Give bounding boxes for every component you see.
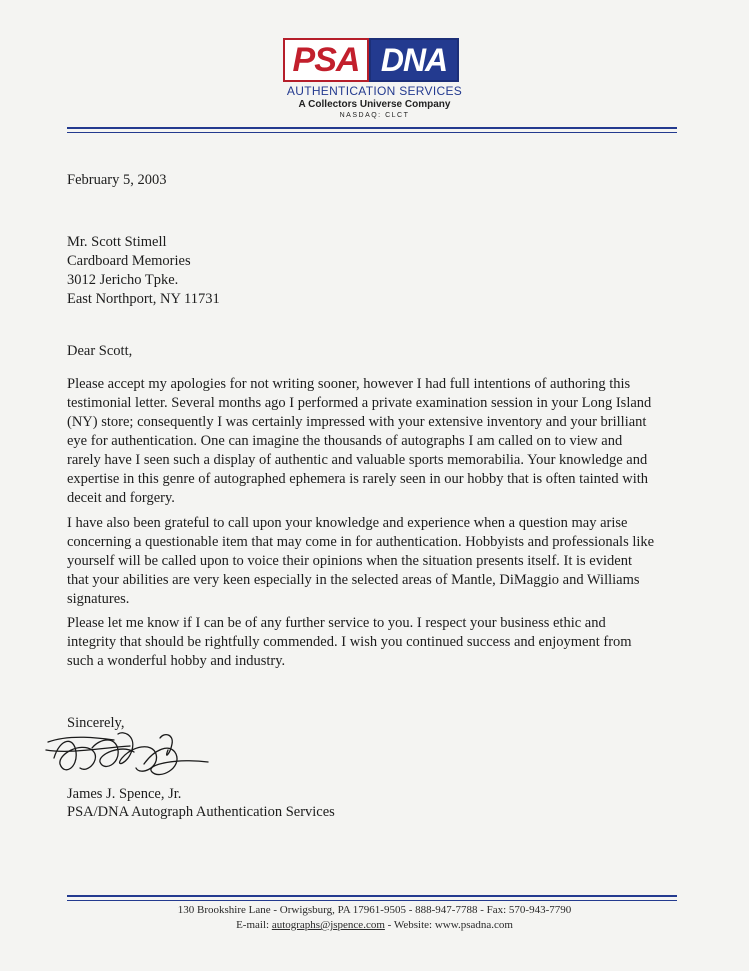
recipient-city: East Northport, NY 11731: [67, 291, 220, 307]
paragraph-line: Please accept my apologies for not writing sooner, however I had full intentions of authoring this: [67, 376, 631, 392]
email-link[interactable]: autographs@jspence.com: [271, 919, 385, 931]
letter-date: February 5, 2003: [67, 172, 167, 188]
paragraph-line: (NY) store; consequently I was certainly impressed with your extensive inventory and your brilliant: [67, 414, 647, 430]
recipient-street: 3012 Jericho Tpke.: [67, 272, 179, 288]
paragraph-line: concerning a questionable item that may come in for authentication. Hobbyists and professionals like: [67, 534, 655, 550]
logo-psa-block: PSA: [283, 38, 369, 82]
footer-rule-thick: [67, 895, 677, 897]
paragraph-line: testimonial letter. Several months ago I performed a private examination session in your Long Island: [67, 395, 652, 411]
signer-title: PSA/DNA Autograph Authentication Services: [67, 804, 335, 820]
paragraph-line: Please let me know if I can be of any further service to you. I respect your business ethic and: [67, 615, 606, 631]
website-link[interactable]: www.psadna.com: [434, 919, 513, 931]
recipient-company: Cardboard Memories: [67, 253, 191, 269]
paragraph-line: I have also been grateful to call upon your knowledge and experience when a question may arise: [67, 515, 628, 531]
footer-rule-thin: [67, 900, 677, 901]
letterhead-service: AUTHENTICATION SERVICES: [286, 84, 463, 98]
footer-address: 130 Brookshire Lane - Orwigsburg, PA 17961-9505 - 888-947-7788 - Fax: 570-943-7790: [177, 904, 572, 916]
paragraph-line: expertise in this genre of autographed ephemera is rarely seen in our hobby that is often tainted with: [67, 471, 649, 487]
website-label: - Website:: [387, 919, 433, 931]
psa-dna-logo: [283, 38, 459, 82]
paragraph-3: [67, 614, 687, 671]
footer-contact: [0, 919, 749, 931]
paragraph-line: integrity that should be rightfully commended. I wish you continued success and enjoyment from: [67, 634, 632, 650]
logo-dna-block: DNA: [369, 38, 459, 82]
letterhead-ticker: NASDAQ: CLCT: [339, 112, 410, 119]
paragraph-line: yourself will be called upon to voice their opinions when the situation presents itself. It is evident: [67, 553, 632, 569]
paragraph-line: eye for authentication. One can imagine the thousands of autographs I am called on to view and: [67, 433, 623, 449]
letterhead-company: A Collectors Universe Company: [298, 99, 451, 110]
paragraph-line: deceit and forgery.: [67, 490, 175, 506]
email-label: E-mail:: [236, 919, 270, 931]
recipient-name: Mr. Scott Stimell: [67, 234, 167, 250]
salutation: Dear Scott,: [67, 343, 133, 359]
header-rule-thin: [67, 132, 677, 133]
signer-name: James J. Spence, Jr.: [67, 786, 182, 802]
header-rule-thick: [67, 127, 677, 129]
paragraph-line: that your abilities are very keen especially in the selected areas of Mantle, DiMaggio and Williams: [67, 572, 640, 588]
paragraph-line: such a wonderful hobby and industry.: [67, 653, 286, 669]
paragraph-1: [67, 375, 687, 508]
paragraph-2: [67, 514, 687, 609]
paragraph-line: rarely have I seen such a display of authentic and valuable sports memorabilia. Your knowledge and: [67, 452, 648, 468]
paragraph-line: signatures.: [67, 591, 130, 607]
handwritten-signature: [40, 728, 220, 782]
closing: Sincerely,: [67, 715, 125, 731]
